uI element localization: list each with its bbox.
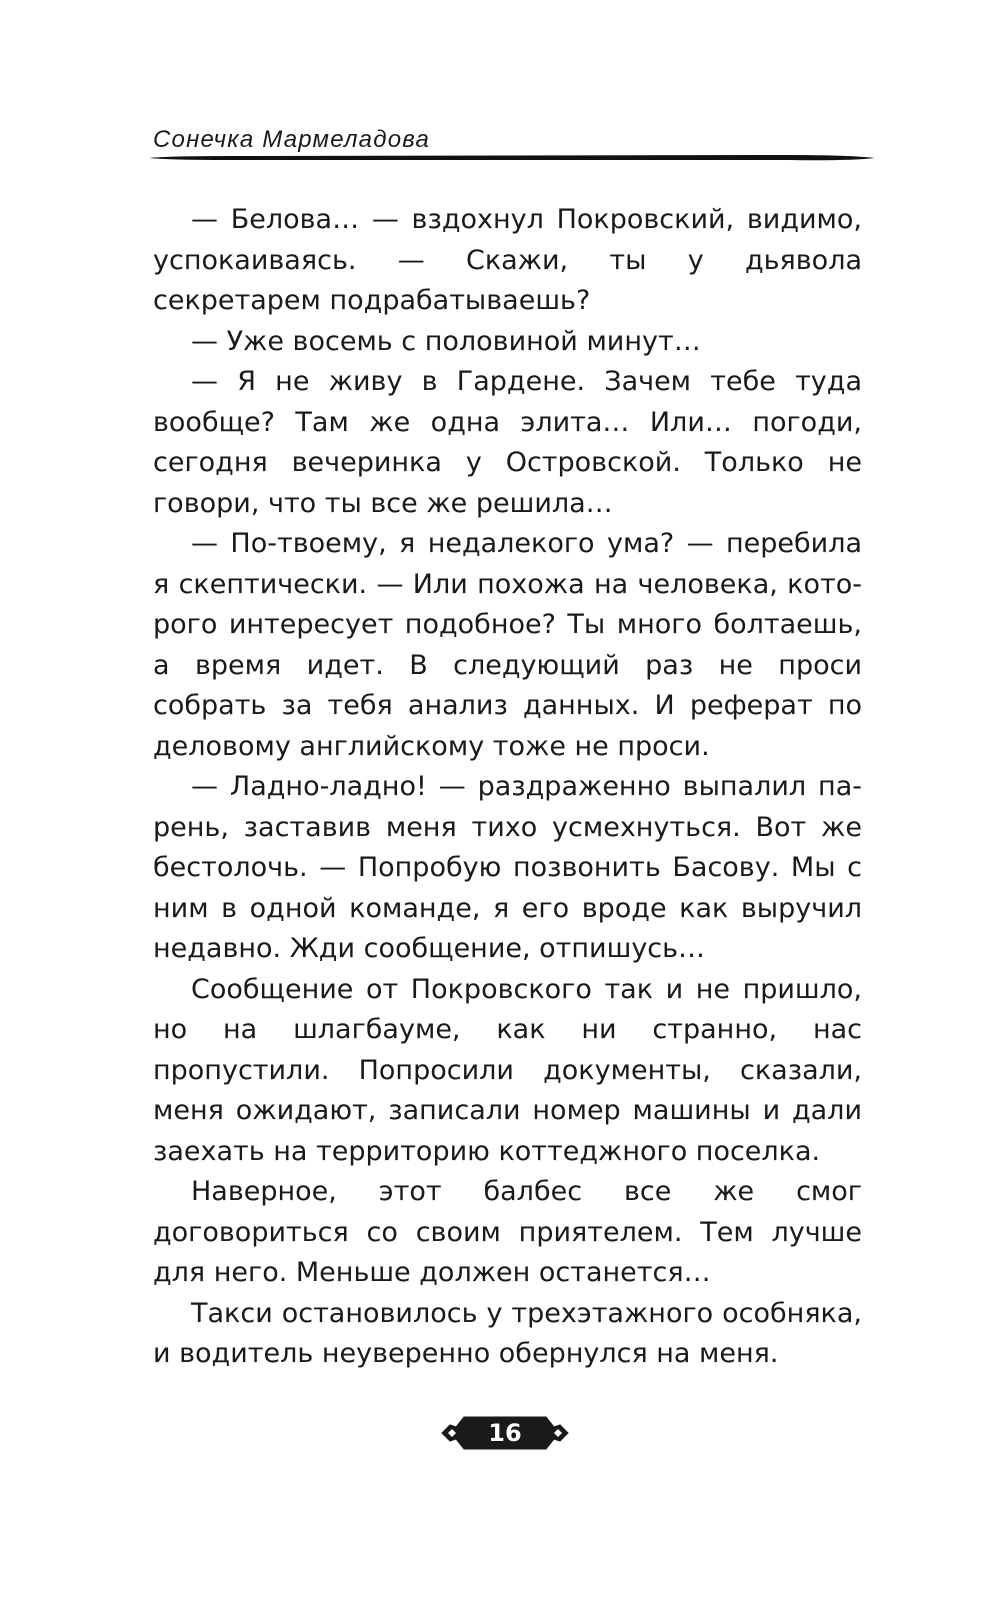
paragraph: Такси остановилось у трехэтажного особняка, и водитель неуверенно обернулся на меня.: [153, 1297, 862, 1369]
paragraph: — Ладно-ладно! — раздраженно выпалил парень, заставив меня тихо усмехнуться. Вот же бестолочь. — Попробую позвонить Басову. Мы с ним в одной команде, я его вроде как выручил недавно. Жди сообщение, отпишусь…: [153, 771, 862, 964]
paragraph: — Я не живу в Гардене. Зачем тебе туда вообще? Там же одна элита… Или… погоди, сегодня вечеринка у Островской. Только не говори, что ты все же решила…: [153, 366, 862, 519]
paragraph: Сообщение от Покровского так и не пришло, но на шлагбауме, как ни странно, нас пропустили. Попросили документы, сказали, меня ожидают, записали номер машины и дали заехать на территорию коттеджного поселка.: [153, 973, 862, 1167]
paragraph: — По-твоему, я недалекого ума? — перебила я скептически. — Или похожа на человека, которого интересует подобное? Ты много болтаешь, а время идет. В следующий раз не проси собрать за тебя анализ данных. И реферат по деловому английскому тоже не проси.: [153, 528, 862, 762]
body-text: [153, 200, 862, 1375]
header-rule: [149, 153, 875, 163]
paragraph: Наверное, этот балбес все же смог договориться со своим приятелем. Тем лучше для него. Меньше должен останется…: [153, 1176, 862, 1288]
paragraph: — Уже восемь с половиной минут…: [191, 325, 701, 357]
page-number-badge: [440, 1413, 570, 1453]
paragraph: — Белова… — вздохнул Покровский, видимо, успокаиваясь. — Скажи, ты у дьявола секретарем подрабатываешь?: [153, 204, 862, 316]
page-number: 16: [488, 1419, 522, 1447]
running-head-title: Сонечка Мармеладова: [153, 126, 430, 153]
